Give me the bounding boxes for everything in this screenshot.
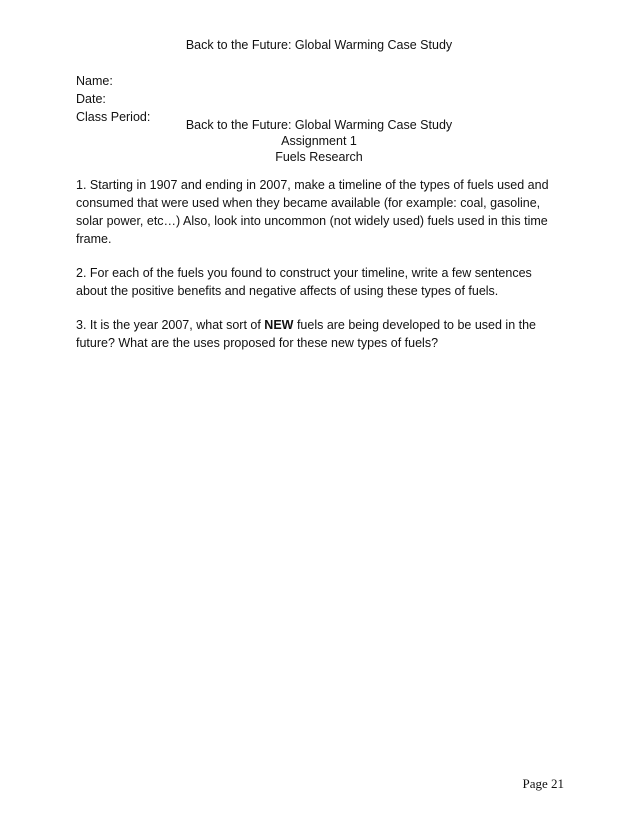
question-3-text-start: 3. It is the year 2007, what sort of — [76, 318, 265, 332]
name-label: Name: — [76, 74, 113, 88]
running-header: Back to the Future: Global Warming Case Study — [185, 38, 453, 52]
assignment-heading — [0, 117, 638, 165]
question-3 — [76, 316, 556, 352]
assignment-title: Back to the Future: Global Warming Case Study — [185, 118, 453, 132]
assignment-number: Assignment 1 — [281, 134, 357, 148]
question-1: 1. Starting in 1907 and ending in 2007, make a timeline of the types of fuels used and consumed that were used when they became available (for example: coal, gasoline, solar power, etc…) Also, look into uncommon (not widely used) fuels used in this time frame. — [76, 178, 549, 246]
page-number: Page 21 — [522, 776, 564, 791]
date-label: Date: — [76, 92, 106, 106]
question-2: 2. For each of the fuels you found to construct your timeline, write a few sentences about the positive benefits and negative affects of using these types of fuels. — [76, 266, 532, 298]
assignment-topic: Fuels Research — [275, 150, 363, 164]
question-3-emphasis: NEW — [264, 318, 294, 332]
question-3-text-end: fuels are being developed to be used in the future? What are the uses proposed for these new types of fuels? — [76, 318, 537, 350]
class-period-label: Class Period: — [76, 110, 151, 124]
